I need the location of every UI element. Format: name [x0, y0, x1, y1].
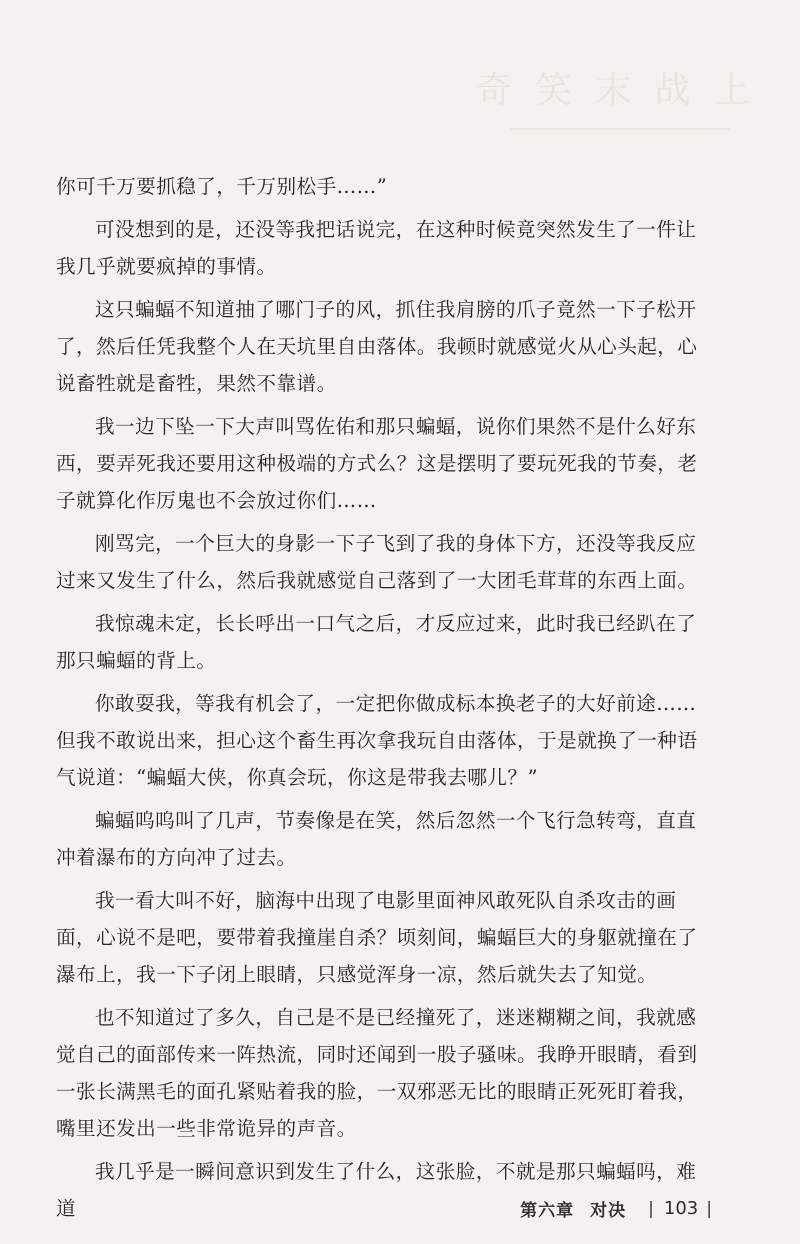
paragraph: 我惊魂未定，长长呼出一口气之后，才反应过来，此时我已经趴在了那只蝙蝠的背上。	[56, 612, 697, 672]
paragraph: 蝙蝠呜呜叫了几声，节奏像是在笑，然后忽然一个飞行急转弯，直直冲着瀑布的方向冲了过去。	[56, 809, 697, 869]
paragraph: 我一边下坠一下大声叫骂佐佑和那只蝙蝠，说你们果然不是什么好东西，要弄死我还要用这种极端的方式么？这是摆明了要玩死我的节奏，老子就算化作厉鬼也不会放过你们……	[56, 415, 698, 512]
paragraph: 这只蝙蝠不知道抽了哪门子的风，抓住我肩膀的爪子竟然一下子松开了，然后任凭我整个人在天坑里自由落体。我顿时就感觉火从心头起，心说畜牲就是畜牲，果然不靠谱。	[56, 298, 698, 395]
show-through-rule	[510, 128, 730, 130]
paragraph: 你敢耍我，等我有机会了，一定把你做成标本换老子的大好前途……但我不敢说出来，担心这个畜生再次拿我玩自由落体，于是就换了一种语气说道：“蝙蝠大侠，你真会玩，你这是带我去哪儿？”	[56, 692, 698, 789]
page-number: 103	[663, 1198, 699, 1219]
paragraph: 刚骂完，一个巨大的身影一下子飞到了我的身体下方，还没等我反应过来又发生了什么，然后我就感觉自己落到了一大团毛茸茸的东西上面。	[56, 532, 698, 592]
paragraph-continued: 你可千万要抓稳了，千万别松手……”	[56, 175, 388, 198]
show-through-mark: 奇 笑 末 战 上	[476, 70, 756, 111]
paragraph: 我一看大叫不好，脑海中出现了电影里面神风敢死队自杀攻击的画面，心说不是吧，要带着我撞崖自杀？顷刻间，蝙蝠巨大的身躯就撞在了瀑布上，我一下子闭上眼睛，只感觉浑身一凉，然后就失去了知觉。	[56, 889, 698, 986]
page-footer	[520, 1196, 712, 1221]
chapter-title: 对决	[590, 1201, 627, 1221]
chapter-label: 第六章	[520, 1201, 575, 1221]
footer-separator: |	[706, 1198, 712, 1219]
page-body	[56, 168, 716, 1233]
footer-separator: |	[648, 1198, 654, 1219]
paragraph: 可没想到的是，还没等我把话说完，在这种时候竟突然发生了一件让我几乎就要疯掉的事情。	[56, 218, 697, 278]
paragraph: 也不知道过了多久，自己是不是已经撞死了，迷迷糊糊之间，我就感觉自己的面部传来一阵热流，同时还闻到一股子骚味。我睁开眼睛，看到一张长满黑毛的面孔紧贴着我的脸，一双邪恶无比的眼睛正死死盯着我，嘴里还发出一些非常诡异的声音。	[56, 1006, 698, 1140]
paragraph: 我几乎是一瞬间意识到发生了什么，这张脸，不就是那只蝙蝠吗，难道	[56, 1160, 697, 1220]
